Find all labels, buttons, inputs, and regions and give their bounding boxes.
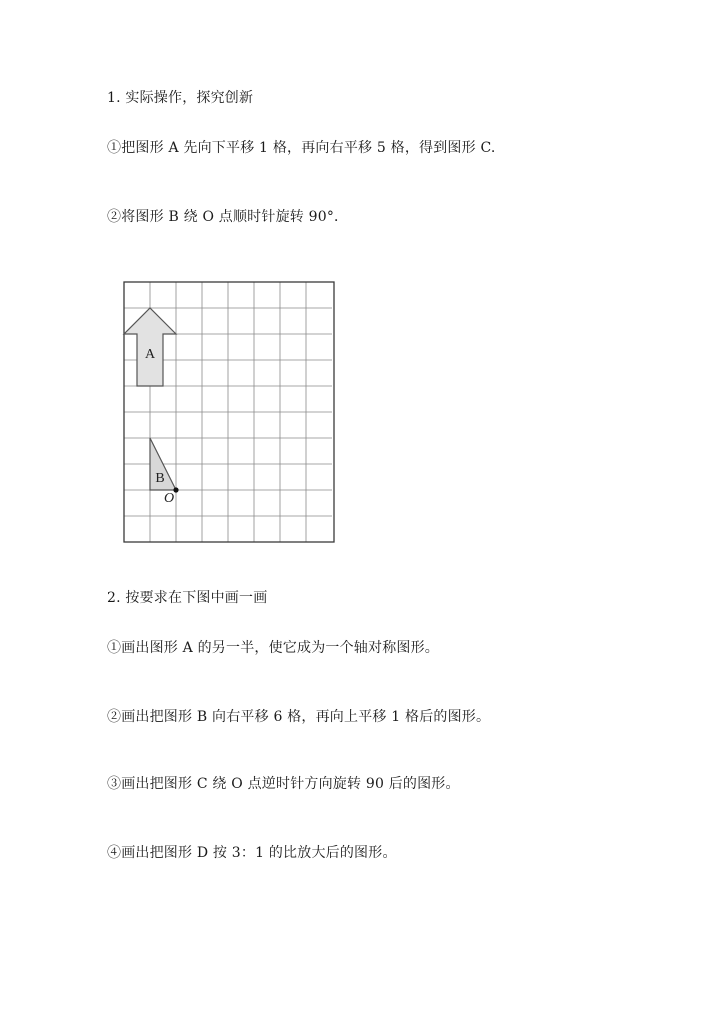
- question-2-part-1: ①画出图形 A 的另一半，使它成为一个轴对称图形。: [107, 640, 440, 656]
- question-1-part-1: ①把图形 A 先向下平移 1 格，再向右平移 5 格，得到图形 C.: [107, 140, 496, 156]
- point-o: [173, 487, 178, 492]
- question-1-title: 1. 实际操作，探究创新: [107, 90, 254, 106]
- question-2-part-2: ②画出把图形 B 向右平移 6 格，再向上平移 1 格后的图形。: [107, 709, 491, 725]
- question-1-part-2: ②将图形 B 绕 O 点顺时针旋转 90°．: [107, 209, 349, 225]
- question-2-part-4: ④画出把图形 D 按 3：1 的比放大后的图形。: [107, 845, 397, 861]
- question-2-part-3: ③画出把图形 C 绕 O 点逆时针方向旋转 90 后的图形。: [107, 776, 460, 792]
- grid-figure: [122, 280, 338, 544]
- label-a: A: [144, 347, 156, 362]
- label-b: B: [155, 471, 165, 486]
- label-o: O: [163, 491, 175, 506]
- question-2-title: 2. 按要求在下图中画一画: [107, 590, 268, 606]
